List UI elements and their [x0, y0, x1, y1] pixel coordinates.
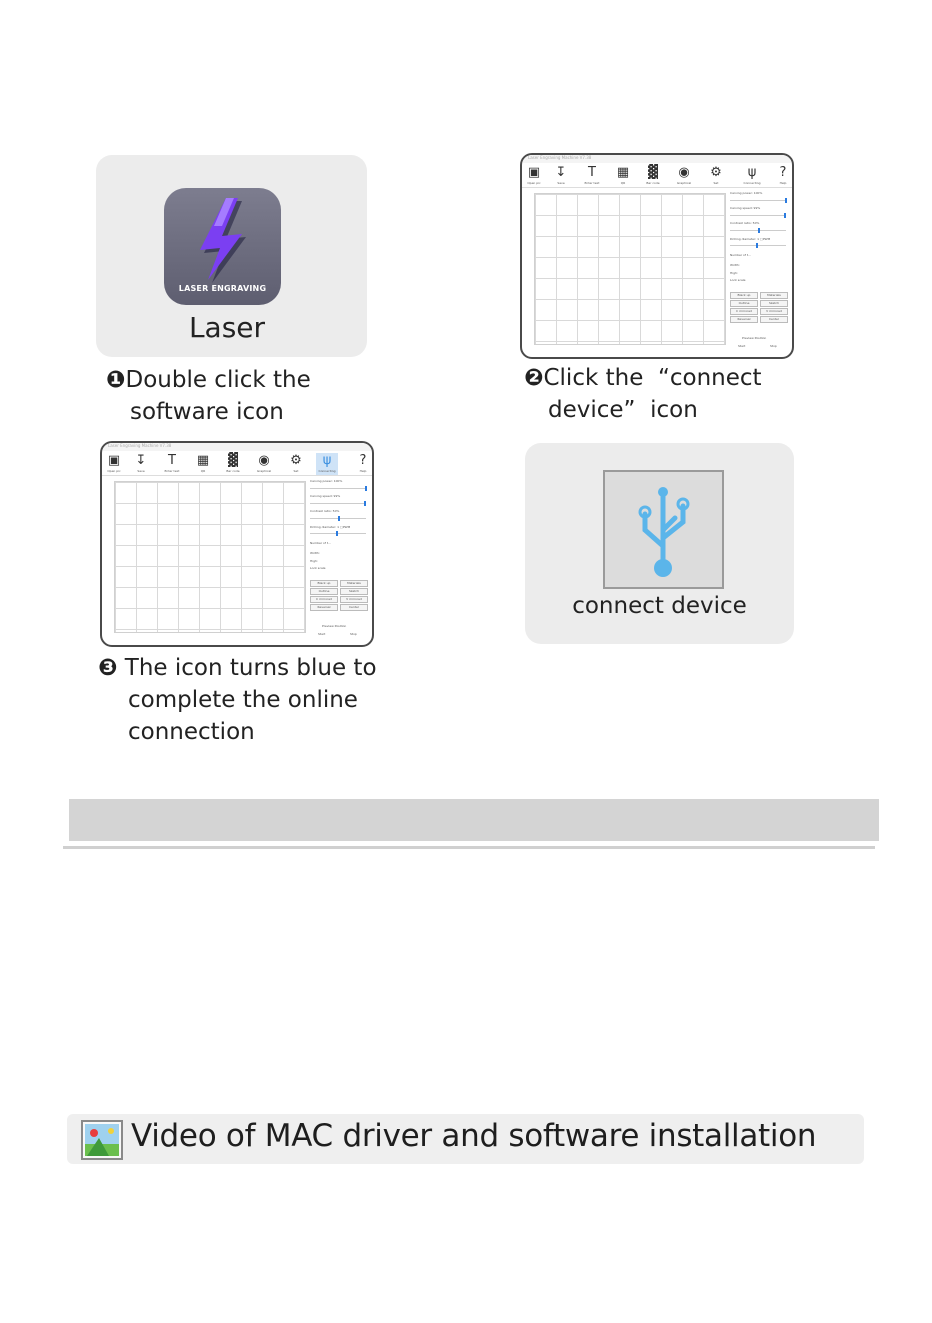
- set-tool[interactable]: [285, 453, 307, 475]
- tool-label: Enter text: [584, 181, 600, 185]
- download-icon: ↧: [135, 453, 147, 468]
- drilling-diameter-label: Drilling diameter: 1: [730, 237, 760, 241]
- barcode-icon: ▓: [648, 165, 658, 180]
- step1-number: ❶: [106, 367, 126, 393]
- carving-power-slider[interactable]: [730, 200, 786, 201]
- tool-label: Help: [359, 469, 367, 473]
- help-icon: ?: [359, 453, 367, 468]
- connect-device-button[interactable]: [603, 470, 724, 589]
- graphical-tool[interactable]: [673, 165, 695, 187]
- tool-label: Bar code: [226, 469, 240, 473]
- step3-number: ❸: [98, 655, 118, 681]
- tool-label: Graphical: [676, 181, 692, 185]
- tool-label: Open pic: [107, 469, 121, 473]
- software-toolbar: [102, 451, 372, 476]
- software-window-screenshot: [520, 153, 794, 359]
- reversal-button[interactable]: Reversal: [310, 604, 338, 611]
- horizontal-rule: [63, 846, 875, 849]
- qr-tool[interactable]: [612, 165, 634, 187]
- graphical-tool[interactable]: [253, 453, 275, 475]
- step2-number: ❷: [524, 365, 544, 391]
- tool-label: Open pic: [527, 181, 541, 185]
- text-icon: T: [168, 453, 176, 468]
- folder-icon: ▣: [107, 453, 121, 468]
- tool-label: QR: [200, 469, 206, 473]
- app-icon-caption: LASER ENGRAVING: [178, 284, 267, 293]
- engraving-canvas-grid[interactable]: [534, 193, 726, 345]
- qr-code-icon: ▦: [616, 165, 630, 180]
- folder-icon: ▣: [527, 165, 541, 180]
- tool-label: Set: [293, 469, 299, 473]
- download-icon: ↧: [555, 165, 567, 180]
- step3-instruction: [98, 652, 377, 748]
- window-title: Laser Engraving Machine V7.38: [108, 443, 172, 448]
- sketch-button[interactable]: Sketch: [760, 300, 788, 307]
- laser-engraving-app-icon[interactable]: [164, 188, 281, 305]
- tool-label: Help: [779, 181, 787, 185]
- stop-button[interactable]: Stop: [770, 344, 777, 348]
- save-tool[interactable]: [550, 165, 572, 187]
- step1-instruction: [106, 364, 311, 428]
- step2-instruction: [524, 362, 762, 426]
- start-button[interactable]: Start: [738, 344, 746, 348]
- bar-code-tool[interactable]: [222, 453, 244, 475]
- tool-label: Save: [137, 469, 145, 473]
- drilling-diameter-slider[interactable]: [730, 245, 786, 246]
- tool-label: Graphical: [256, 469, 272, 473]
- section-divider-bar: [69, 799, 879, 841]
- qr-tool[interactable]: [192, 453, 214, 475]
- c-mirrored-button[interactable]: C mirrored: [310, 596, 338, 603]
- materials-button[interactable]: Materials: [340, 580, 368, 587]
- sketch-button[interactable]: Sketch: [340, 588, 368, 595]
- settings-panel: [310, 479, 372, 639]
- software-window-connected-screenshot: [100, 441, 374, 647]
- drilling-diameter-label: Drilling diameter: 1: [310, 525, 340, 529]
- carving-power-label: Carving power: 100%: [310, 479, 343, 483]
- drilling-diameter-row: Drilling diameter: 1 □PWM: [310, 525, 351, 529]
- black-up-button[interactable]: Black up: [730, 292, 758, 299]
- carving-speed-label: Carving speed: 99%: [310, 494, 341, 498]
- tool-label: Set: [713, 181, 719, 185]
- tool-label: Connecting: [318, 469, 336, 473]
- center-button[interactable]: Center: [760, 316, 788, 323]
- step3-line3: connection: [128, 719, 255, 745]
- carving-speed-slider[interactable]: [730, 215, 786, 216]
- video-link-label: Video of MAC driver and software installation: [131, 1118, 817, 1154]
- connecting-tool[interactable]: [741, 165, 763, 187]
- connect-device-card: [525, 443, 794, 644]
- engraving-canvas-grid[interactable]: [114, 481, 306, 633]
- barcode-icon: ▓: [228, 453, 238, 468]
- tool-label: Save: [557, 181, 565, 185]
- pwm-label: PWM: [762, 237, 771, 241]
- carving-power-slider[interactable]: [310, 488, 366, 489]
- step2-line1: Click the “connect: [543, 365, 762, 391]
- usb-icon: [605, 472, 722, 587]
- gear-icon: ⚙: [710, 165, 722, 180]
- bar-code-tool[interactable]: [642, 165, 664, 187]
- center-button[interactable]: Center: [340, 604, 368, 611]
- gear-icon: ⚙: [290, 453, 302, 468]
- v-mirrored-button[interactable]: V mirrored: [340, 596, 368, 603]
- qr-code-icon: ▦: [196, 453, 210, 468]
- connect-device-label: connect device: [572, 593, 747, 619]
- laser-app-card: [96, 155, 367, 357]
- help-tool[interactable]: [352, 453, 374, 475]
- carving-power-label: Carving power: 100%: [730, 191, 763, 195]
- step3-line1: The icon turns blue to: [124, 655, 377, 681]
- carving-speed-slider[interactable]: [310, 503, 366, 504]
- open-pic-tool[interactable]: [523, 165, 545, 187]
- contrast-ratio-slider[interactable]: [730, 230, 786, 231]
- start-button[interactable]: Start: [318, 632, 326, 636]
- usb-icon: ψ: [322, 453, 332, 468]
- drilling-diameter-slider[interactable]: [310, 533, 366, 534]
- pwm-label: PWM: [342, 525, 351, 529]
- number-of-times-label: Number of t...: [310, 541, 331, 545]
- number-of-times-label: Number of t...: [730, 253, 751, 257]
- enter-text-tool[interactable]: [581, 165, 603, 187]
- outline-button[interactable]: Outline: [730, 300, 758, 307]
- outline-button[interactable]: Outline: [310, 588, 338, 595]
- high-label: High:: [310, 559, 318, 563]
- image-placeholder-icon: [81, 1120, 123, 1160]
- tool-label: QR: [620, 181, 626, 185]
- v-mirrored-button[interactable]: V mirrored: [760, 308, 788, 315]
- tool-label: Enter text: [164, 469, 180, 473]
- materials-button[interactable]: Materials: [760, 292, 788, 299]
- shapes-icon: ◉: [678, 165, 690, 180]
- help-tool[interactable]: [772, 165, 794, 187]
- step2-line2: device” icon: [548, 397, 698, 423]
- software-toolbar: [522, 163, 792, 188]
- preview-position-button[interactable]: Preview Position: [322, 624, 347, 628]
- settings-panel: [730, 191, 792, 351]
- c-mirrored-button[interactable]: C mirrored: [730, 308, 758, 315]
- contrast-ratio-label: Contrast ratio: 50%: [730, 221, 760, 225]
- save-tool[interactable]: [130, 453, 152, 475]
- window-titlebar: [102, 443, 372, 451]
- text-icon: T: [588, 165, 596, 180]
- enter-text-tool[interactable]: [161, 453, 183, 475]
- tool-label: Connecting: [743, 181, 761, 185]
- usb-icon: ψ: [747, 165, 757, 180]
- tool-label: Bar code: [646, 181, 660, 185]
- step3-line2: complete the online: [128, 687, 358, 713]
- app-name-label: Laser: [188, 311, 266, 344]
- stop-button[interactable]: Stop: [350, 632, 357, 636]
- mac-video-link[interactable]: [67, 1114, 864, 1164]
- drilling-diameter-row: Drilling diameter: 1 □PWM: [730, 237, 771, 241]
- width-label: Width:: [310, 551, 320, 555]
- set-tool[interactable]: [705, 165, 727, 187]
- reversal-button[interactable]: Reversal: [730, 316, 758, 323]
- black-up-button[interactable]: Black up: [310, 580, 338, 587]
- width-label: Width:: [730, 263, 740, 267]
- contrast-ratio-label: Contrast ratio: 50%: [310, 509, 340, 513]
- lock-scale-label: Lock scale: [730, 278, 746, 282]
- preview-position-button[interactable]: Preview Position: [742, 336, 767, 340]
- connecting-tool-active[interactable]: [316, 453, 338, 475]
- step1-line2: software icon: [130, 399, 284, 425]
- lock-scale-label: Lock scale: [310, 566, 326, 570]
- step1-line1: Double click the: [125, 367, 311, 393]
- open-pic-tool[interactable]: [103, 453, 125, 475]
- contrast-ratio-slider[interactable]: [310, 518, 366, 519]
- high-label: High:: [730, 271, 738, 275]
- help-icon: ?: [779, 165, 787, 180]
- carving-speed-label: Carving speed: 99%: [730, 206, 761, 210]
- shapes-icon: ◉: [258, 453, 270, 468]
- window-title: Laser Engraving Machine V7.38: [528, 155, 592, 160]
- window-titlebar: [522, 155, 792, 163]
